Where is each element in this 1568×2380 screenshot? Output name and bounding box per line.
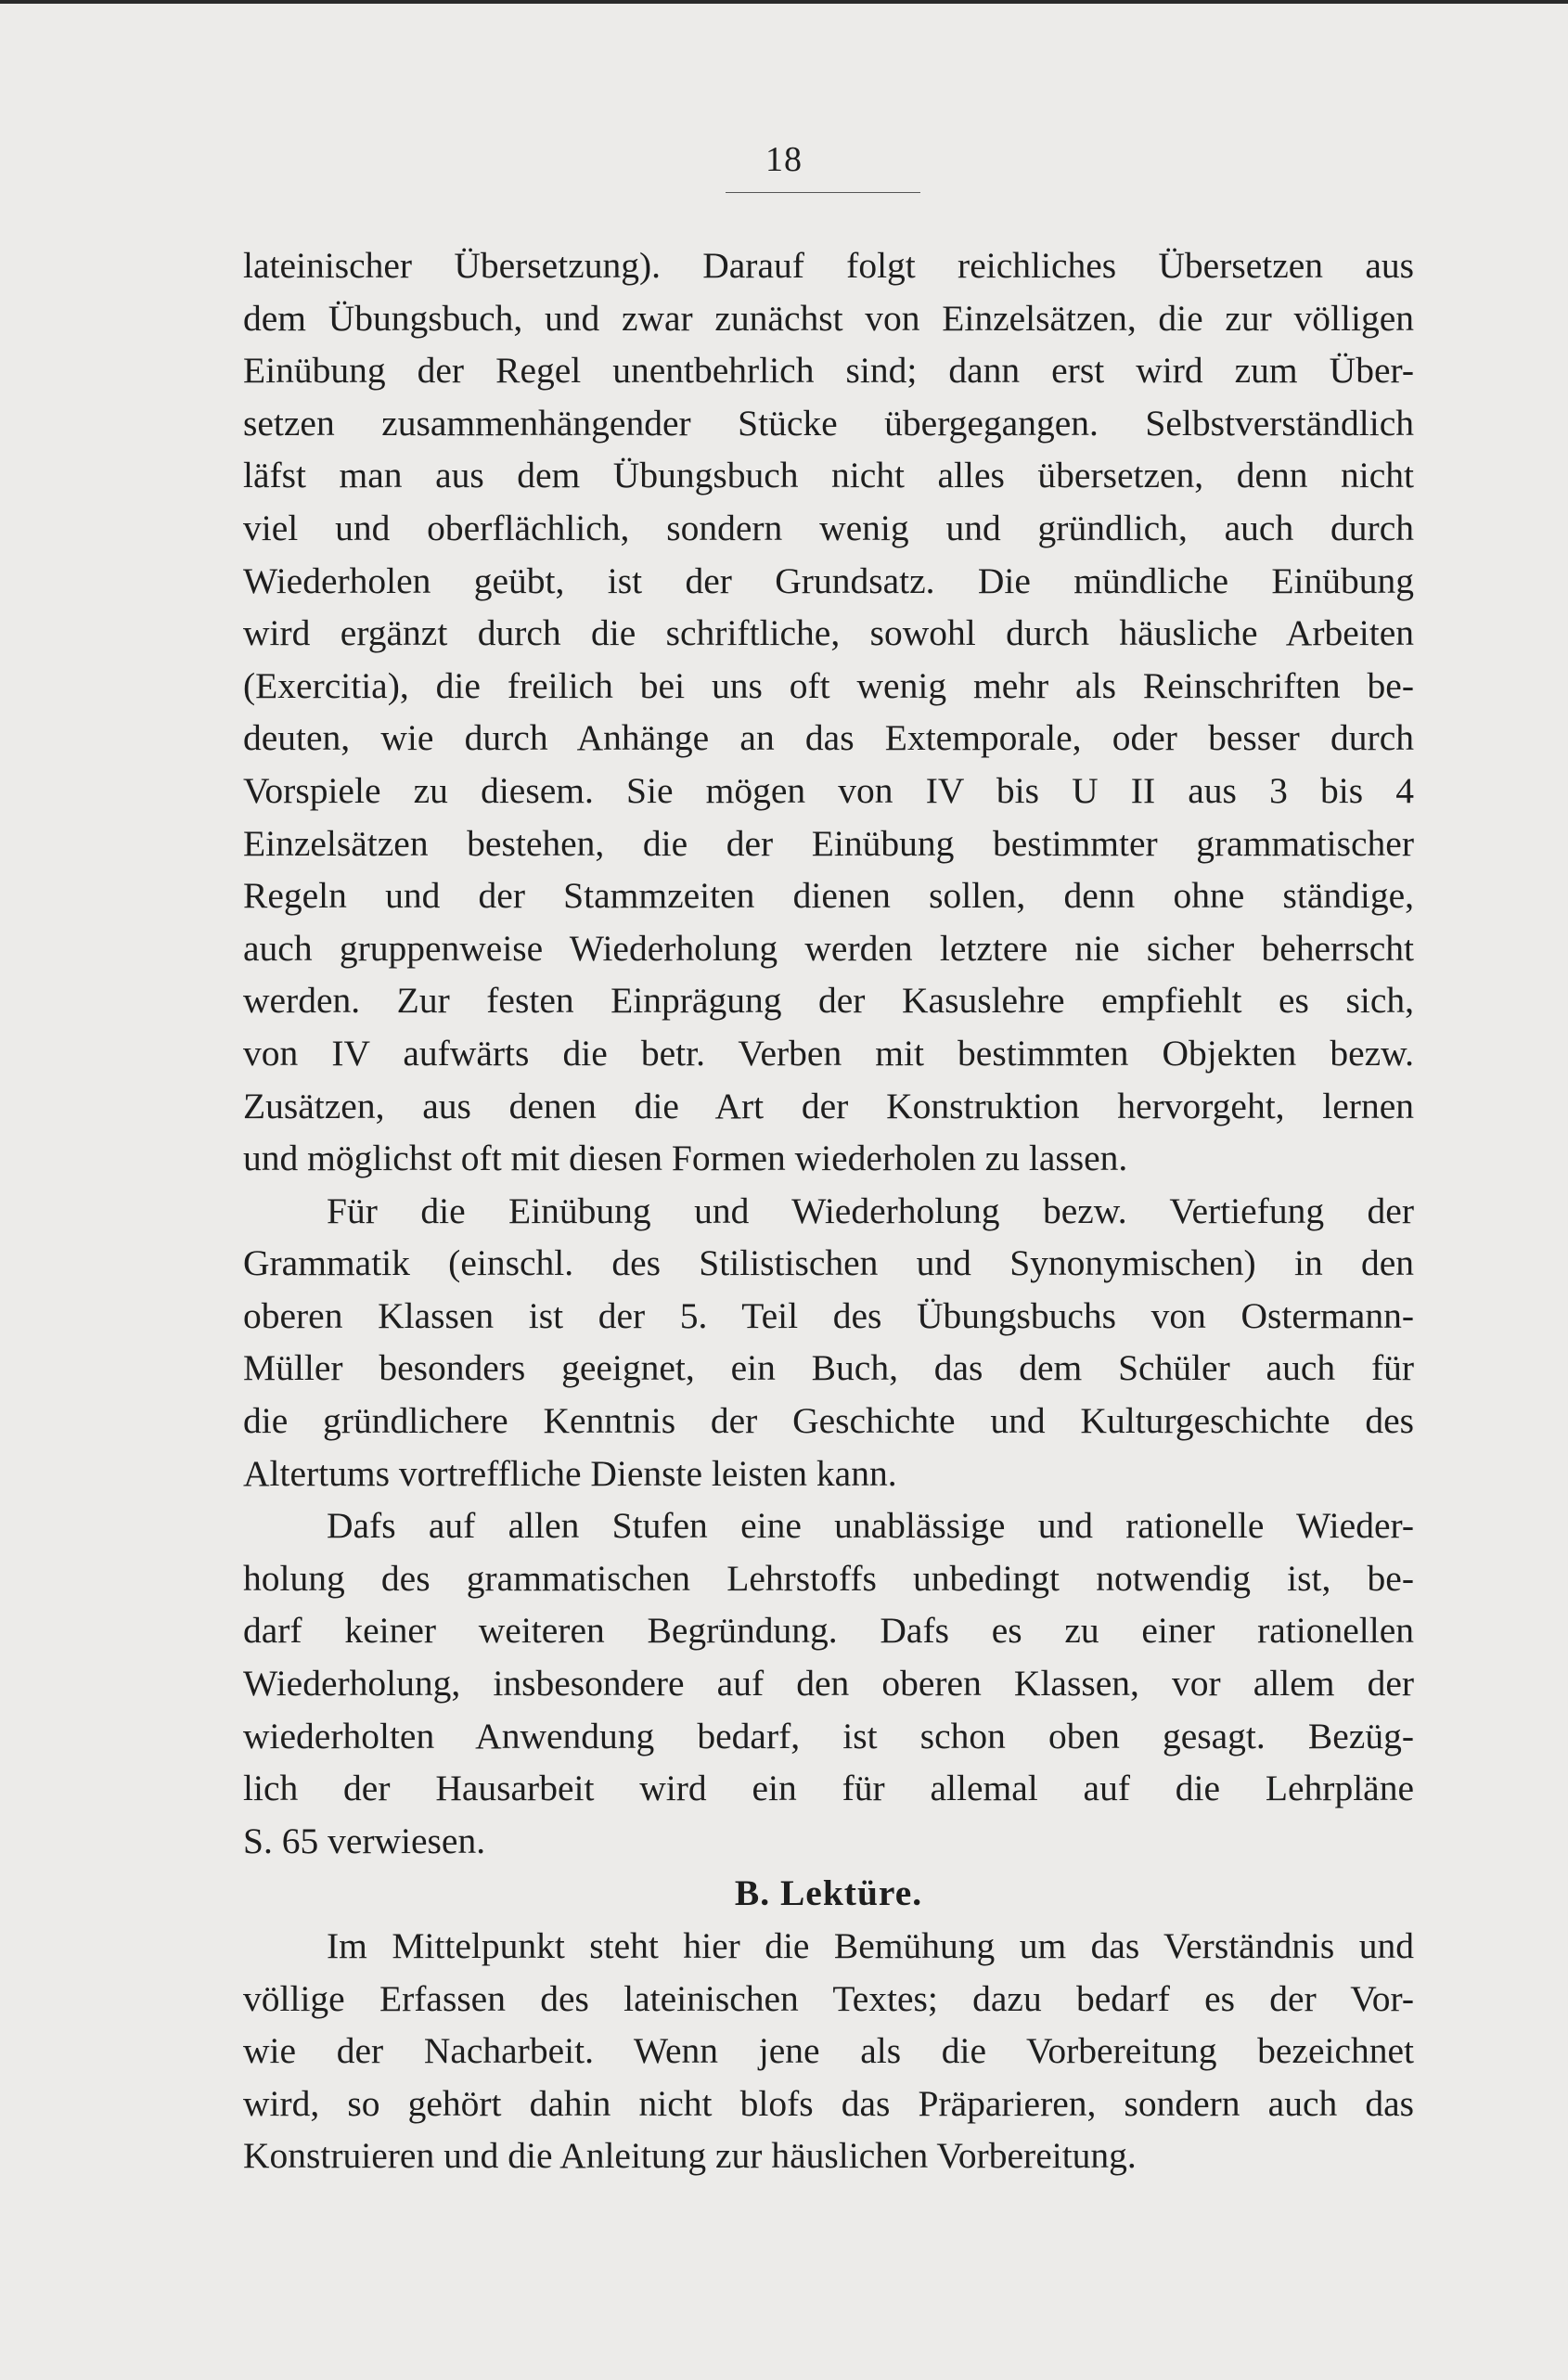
page-number: 18 [765,140,803,179]
text-line: setzen zusammenhängender Stücke übergegangen. Selbstverständlich [243,402,1414,444]
text-line: darf keiner weiteren Begründung. Dafs es zu einer rationellen [243,1610,1414,1652]
text-line: (Exercitia), die freilich bei uns oft wenig mehr als Reinschriften be- [243,664,1414,706]
text-line: und möglichst oft mit diesen Formen wiederholen zu lassen. [243,1138,1128,1179]
text-line: Für die Einübung und Wiederholung bezw. Vertiefung der [327,1190,1414,1231]
text-line: Dafs auf allen Stufen eine unablässige und rationelle Wieder- [327,1505,1414,1547]
text-line: Einzelsätzen bestehen, die der Einübung bestimmter grammatischer [243,822,1414,864]
text-line: wird ergänzt durch die schriftliche, sowohl durch häusliche Arbeiten [243,612,1414,654]
text-line: völlige Erfassen des lateinischen Textes; dazu bedarf es der Vor- [243,1977,1414,2019]
text-line: oberen Klassen ist der 5. Teil des Übungsbuchs von Ostermann- [243,1294,1414,1336]
text-line: wie der Nacharbeit. Wenn jene als die Vorbereitung bezeichnet [243,2030,1414,2072]
text-line: Einübung der Regel unentbehrlich sind; dann erst wird zum Über- [243,350,1414,392]
text-line: wiederholten Anwendung bedarf, ist schon oben gesagt. Bezüg- [243,1715,1414,1756]
text-line: viel und oberflächlich, sondern wenig und gründlich, auch durch [243,507,1414,548]
text-line: Wiederholen geübt, ist der Grundsatz. Die mündliche Einübung [243,560,1414,601]
top-edge-rule [0,0,1568,4]
text-line: lich der Hausarbeit wird ein für allemal auf die Lehrpläne [243,1768,1414,1809]
text-line: Altertums vortreffliche Dienste leisten kann. [243,1452,897,1494]
text-line: Regeln und der Stammzeiten dienen sollen, denn ohne ständige, [243,875,1414,917]
text-line: Vorspiele zu diesem. Sie mögen von IV bis U II aus 3 bis 4 [243,769,1414,811]
text-line: die gründlichere Kenntnis der Geschichte und Kulturgeschichte des [243,1400,1414,1442]
text-line: Wiederholung, insbesondere auf den oberen Klassen, vor allem der [243,1663,1414,1705]
text-line: lateinischer Übersetzung). Darauf folgt reichliches Übersetzen aus [243,245,1414,286]
text-line: deuten, wie durch Anhänge an das Extemporale, oder besser durch [243,717,1414,759]
text-line: wird, so gehört dahin nicht blofs das Präparieren, sondern auch das [243,2082,1414,2124]
text-line: auch gruppenweise Wiederholung werden letztere nie sicher beherrscht [243,927,1414,969]
text-line: Grammatik (einschl. des Stilistischen und Synonymischen) in den [243,1242,1414,1284]
text-line: Im Mittelpunkt steht hier die Bemühung um das Verständnis und [327,1925,1414,1966]
text-line: von IV aufwärts die betr. Verben mit bestimmten Objekten bezw. [243,1032,1414,1074]
text-line: werden. Zur festen Einprägung der Kasuslehre empfiehlt es sich, [243,980,1414,1022]
page-number-rule [726,192,920,193]
text-line: Konstruieren und die Anleitung zur häuslichen Vorbereitung. [243,2135,1137,2177]
text-line: S. 65 verwiesen. [243,1820,486,1861]
text-line: Zusätzen, aus denen die Art der Konstruktion hervorgeht, lernen [243,1085,1414,1126]
text-line: läfst man aus dem Übungsbuch nicht alles übersetzen, denn nicht [243,455,1414,496]
text-line: dem Übungsbuch, und zwar zunächst von Einzelsätzen, die zur völligen [243,297,1414,339]
text-line: Müller besonders geeignet, ein Buch, das dem Schüler auch für [243,1347,1414,1389]
body-text [243,239,1414,2182]
section-heading: B. Lektüre. [734,1872,923,1914]
text-line: holung des grammatischen Lehrstoffs unbedingt notwendig ist, be- [243,1557,1414,1599]
